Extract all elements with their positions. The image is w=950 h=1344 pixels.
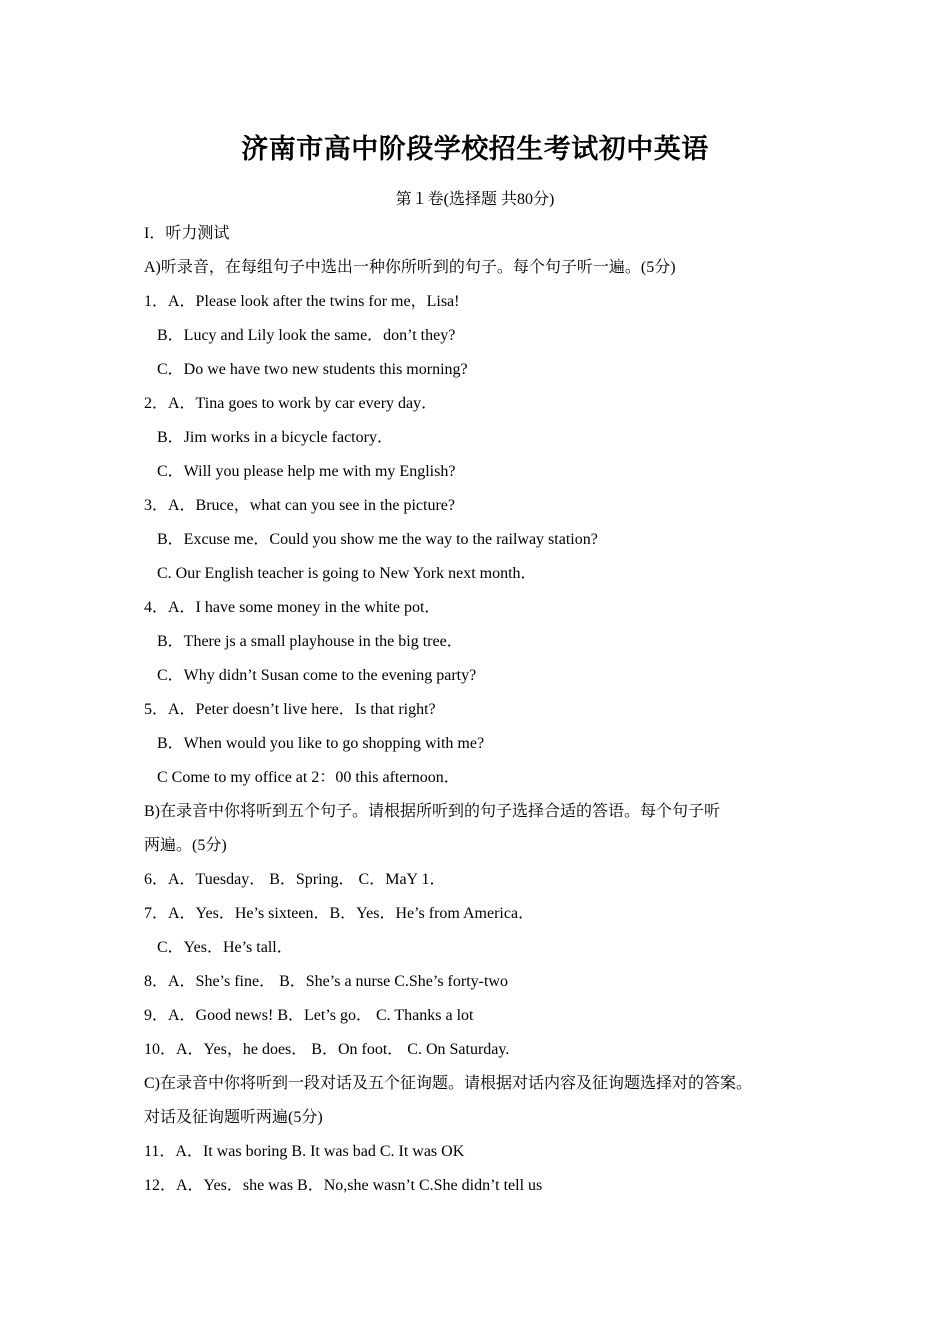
exam-line: C．Yes．He’s tall． (157, 939, 293, 956)
exam-line: A)听录音，在每组句子中选出一种你所听到的句子。每个句子听一遍。(5分) (144, 259, 676, 276)
section-subtitle: 第１卷(选择题 共80分) (395, 191, 555, 208)
exam-line: B．There js a small playhouse in the big tree． (157, 633, 463, 650)
exam-line: 12．A．Yes．she was B．No,she wasn’t C.She didn’t tell us (144, 1177, 543, 1194)
exam-body (144, 222, 824, 1208)
exam-line: C Come to my office at 2：00 this afternoon． (157, 769, 460, 786)
exam-line: 3．A．Bruce，what can you see in the picture? (144, 497, 456, 514)
exam-line: 7．A．Yes．He’s sixteen．B．Yes．He’s from America． (144, 905, 535, 922)
exam-line: B．Excuse me．Could you show me the way to the railway station? (157, 531, 598, 548)
exam-line: C．Why didn’t Susan come to the evening party? (157, 667, 477, 684)
exam-line: 对话及征询题听两遍(5分) (144, 1109, 323, 1126)
exam-line: B．Lucy and Lily look the same．don’t they? (157, 327, 456, 344)
exam-line: I．听力测试 (144, 225, 230, 242)
exam-line: 5．A．Peter doesn’t live here．Is that right? (144, 701, 436, 718)
exam-line: B．When would you like to go shopping with me? (157, 735, 485, 752)
exam-line: 两遍。(5分) (144, 837, 227, 854)
exam-line: 4．A．I have some money in the white pot． (144, 599, 441, 616)
exam-line: 2．A．Tina goes to work by car every day． (144, 395, 438, 412)
exam-line: 6．A．Tuesday． B．Spring． C．MaY 1． (144, 871, 446, 888)
exam-line: C)在录音中你将听到一段对话及五个征询题。请根据对话内容及征询题选择对的答案。 (144, 1075, 753, 1092)
exam-line: 10．A．Yes，he does． B．On foot． C. On Saturday. (144, 1041, 510, 1058)
exam-line: 11．A．It was boring B. It was bad C. It was OK (144, 1143, 465, 1160)
exam-line: C．Will you please help me with my English? (157, 463, 456, 480)
exam-line: 1．A．Please look after the twins for me，Lisa! (144, 293, 460, 310)
exam-line: B)在录音中你将听到五个句子。请根据所听到的句子选择合适的答语。每个句子听 (144, 803, 721, 820)
exam-line: B．Jim works in a bicycle factory． (157, 429, 393, 446)
page-title: 济南市高中阶段学校招生考试初中英语 (241, 134, 709, 165)
exam-line: 9．A．Good news! B．Let’s go． C. Thanks a lot (144, 1007, 474, 1024)
exam-line: C. Our English teacher is going to New York next month． (157, 565, 537, 582)
exam-line: C．Do we have two new students this morning? (157, 361, 468, 378)
exam-line: 8．A．She’s fine． B．She’s a nurse C.She’s forty-two (144, 973, 508, 990)
